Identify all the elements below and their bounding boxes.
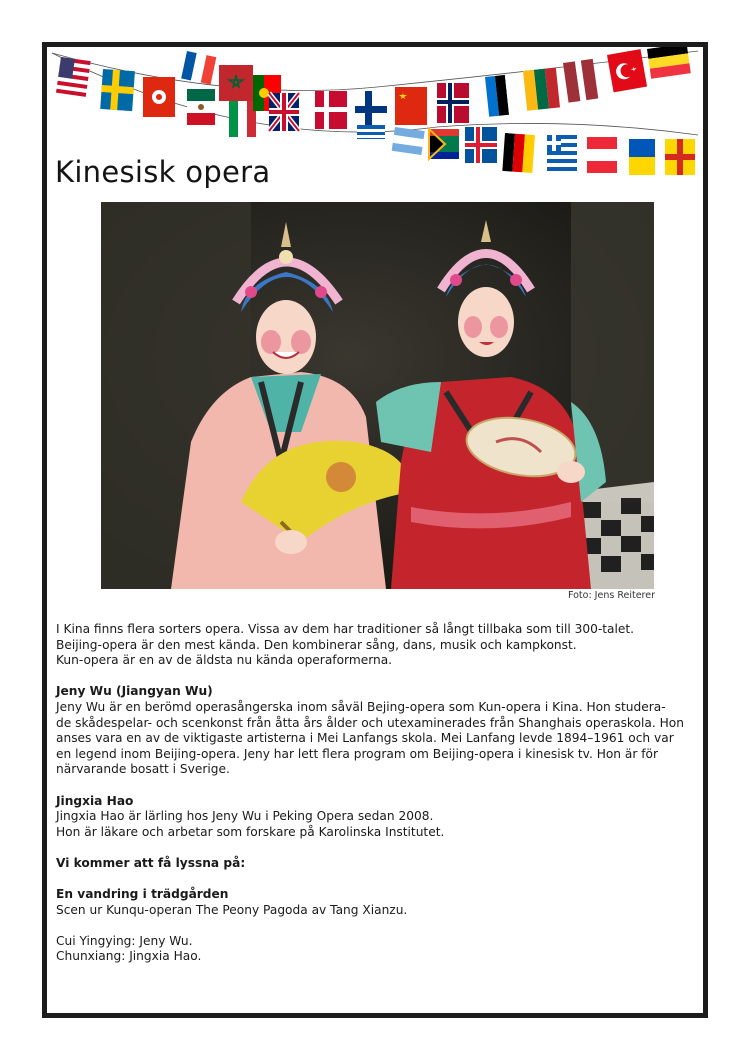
piece-description: Scen ur Kunqu-operan The Peony Pagoda av Tang Xianzu.	[56, 902, 408, 917]
bio-line: Jingxia Hao är lärling hos Jeny Wu i Peking Opera sedan 2008.	[56, 809, 434, 824]
intro-line: Kun-opera är en av de äldsta nu kända operaformerna.	[56, 653, 393, 668]
cast-role: Cui Yingying: Jeny Wu.	[56, 933, 193, 948]
page-frame	[42, 42, 708, 1018]
bio-line: Jeny Wu är en berömd operasångerska inom såväl Bejing-opera som Kun-opera i Kina. Hon studera-	[56, 699, 666, 714]
photo-credit: Foto: Jens Reiterer	[567, 590, 655, 601]
intro-paragraph	[56, 622, 706, 669]
bio-line: närvarande bosatt i Sverige.	[56, 762, 230, 777]
page-title: Kinesisk opera	[55, 155, 271, 189]
program-heading-paragraph	[56, 856, 706, 872]
program-cast	[56, 934, 706, 965]
bio-heading: Jeny Wu (Jiangyan Wu)	[56, 684, 213, 699]
bio-jeny-wu	[56, 684, 706, 778]
article-body	[56, 622, 706, 981]
bio-line: de skådespelar- och scenkonst från åtta års ålder och utexaminerades från Shanghais operaskola. Hon	[56, 715, 684, 730]
intro-line: I Kina finns flera sorters opera. Vissa av dem har traditioner så långt tillbaka som till 300-talet.	[56, 622, 635, 636]
bio-heading: Jingxia Hao	[56, 793, 134, 808]
bio-jingxia-hao	[56, 794, 706, 841]
piece-title: En vandring i trädgården	[56, 887, 229, 902]
bio-line: en legend inom Beijing-opera. Jeny har lett flera program om Beijing-opera i kinesisk tv. Hon är för	[56, 746, 659, 761]
program-piece	[56, 887, 706, 918]
bio-line: anses vara en av de viktigaste artisterna i Mei Lanfangs skola. Mei Lanfang levde 1894–1961 och var	[56, 731, 674, 746]
intro-line: Beijing-opera är den mest kända. Den kombinerar sång, dans, musik och kampkonst.	[56, 637, 577, 652]
opera-photo	[101, 202, 654, 589]
program-heading: Vi kommer att få lyssna på:	[56, 855, 246, 870]
bio-line: Hon är läkare och arbetar som forskare på Karolinska Institutet.	[56, 824, 445, 839]
cast-role: Chunxiang: Jingxia Hao.	[56, 949, 202, 964]
